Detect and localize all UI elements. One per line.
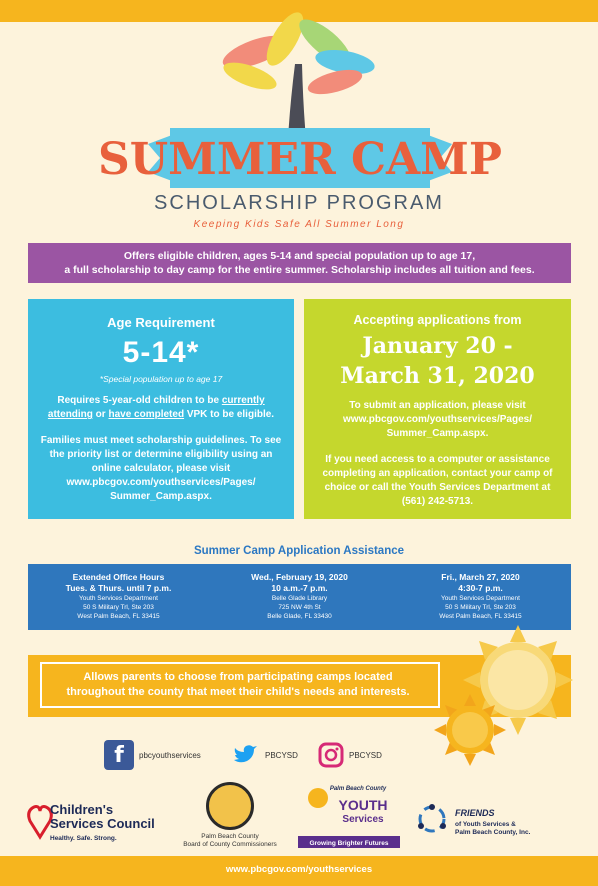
allows-line-1: Allows parents to choose from participating camps located [83,671,393,683]
assist-heading: Extended Office Hours [72,572,165,582]
ys-tag: Growing Brighter Futures [309,840,389,847]
assist-col [209,564,390,630]
friends-title: FRIENDS [455,808,495,818]
youth-services-graphic [298,780,403,852]
guidelines-text: Families must meet scholarship guidelines. To see the priority list or determine eligibility using an online calculator, please visit www.pbcgov.com/youthservices/Pages/ Summer_Camp.aspx. [40,435,282,502]
vpk-requirement [28,394,294,422]
assist-place: Youth Services Department [79,595,158,602]
friends-icon [415,802,449,836]
logo-title: SUMMER CAMP [98,134,502,185]
assist-time: 10 a.m.-7 p.m. [271,583,328,593]
instagram-link[interactable] [318,738,382,772]
assist-place: Youth Services Department [441,595,520,602]
apps-title: Accepting applications from [353,313,522,327]
csc-tagline: Healthy. Safe. Strong. [50,835,117,842]
instagram-handle: PBCYSD [349,750,382,760]
ys-top: Palm Beach County [329,786,387,792]
twitter-handle: PBCYSD [265,750,298,760]
intro-line-1: Offers eligible children, ages 5-14 and special population up to age 17, [123,250,476,262]
footer-url[interactable]: www.pbcgov.com/youthservices [225,864,373,875]
applications-box [304,299,571,519]
apps-dates [304,331,571,391]
facebook-handle: pbcyouthservices [139,750,201,760]
youth-services-logo [298,780,403,852]
pbc-line-2: Board of County Commissioners [183,841,277,848]
program-title: SCHOLARSHIP PROGRAM [154,192,444,214]
tagline: Keeping Kids Safe All Summer Long [193,219,405,230]
facebook-link[interactable] [104,738,201,772]
ys-main-2: Services [342,814,384,825]
apps-date-end: March 31, 2020 [340,363,535,389]
allows-line-2: throughout the county that meet their child's needs and interests. [66,686,410,698]
pbc-text [175,833,285,849]
instagram-icon [318,742,344,768]
heart-icon [28,799,52,839]
req-text-a: Requires 5-year-old children to be [57,395,222,406]
twitter-link[interactable] [230,738,298,772]
friends-sub-1: of Youth Services & [455,821,516,828]
palm-beach-county-logo [175,782,285,854]
assist-heading: Wed., February 19, 2020 [251,572,348,582]
req-completed: have completed [108,409,185,420]
facebook-icon: f [104,740,134,770]
req-text-b: VPK to be eligible. [184,409,275,420]
county-seal-icon [206,782,254,830]
req-currently: currently attending [47,395,265,420]
ys-main-1: YOUTH [338,797,388,813]
submit-text: To submit an application, please visit www.pbcgov.com/youthservices/Pages/ Summer_Camp.aspx. [343,400,532,439]
friends-logo [415,800,565,840]
assist-address: 50 S Military Trl, Ste 203 [445,604,516,611]
footer-bar [0,856,598,886]
apps-date-start: January 20 - [362,333,513,359]
assist-place: Belle Glade Library [271,595,328,602]
assist-city: Belle Glade, FL 33430 [267,613,332,620]
assist-col [28,564,209,630]
assist-city: West Palm Beach, FL 33415 [77,613,160,620]
palm-tree-icon [219,7,377,139]
childrens-services-council-logo [28,795,158,850]
sun-icon [430,610,580,770]
allows-text [48,670,428,700]
help-text: If you need access to a computer or assistance completing an application, contact your camp of choice or call the Youth Services Department at (561) 242-5713. [322,454,553,507]
intro-banner [28,243,571,283]
assist-address: 725 NW 4th St [278,604,321,611]
req-or: or [92,409,109,420]
friends-sub [455,821,530,837]
csc-name [50,803,155,831]
age-note: *Special population up to age 17 [99,374,223,384]
pbc-line-1: Palm Beach County [201,833,259,840]
csc-line-1: Children's [50,802,114,817]
age-range: 5-14* [122,336,200,369]
intro-line-2: a full scholarship to day camp for the entire summer. Scholarship includes all tuition and fees. [64,264,535,276]
assistance-title: Summer Camp Application Assistance [193,545,405,557]
twitter-icon [230,740,260,770]
assist-heading: Fri., March 27, 2020 [441,572,520,582]
assist-time: Tues. & Thurs. until 7 p.m. [65,583,172,593]
age-requirement-box [28,299,294,519]
friends-sub-2: Palm Beach County, Inc. [455,829,531,836]
assist-time: 4:30-7 p.m. [458,583,503,593]
csc-line-2: Services Council [50,816,155,831]
assist-city: West Palm Beach, FL 33415 [439,613,522,620]
age-title: Age Requirement [107,315,215,330]
assist-address: 50 S Military Trl, Ste 203 [83,604,154,611]
